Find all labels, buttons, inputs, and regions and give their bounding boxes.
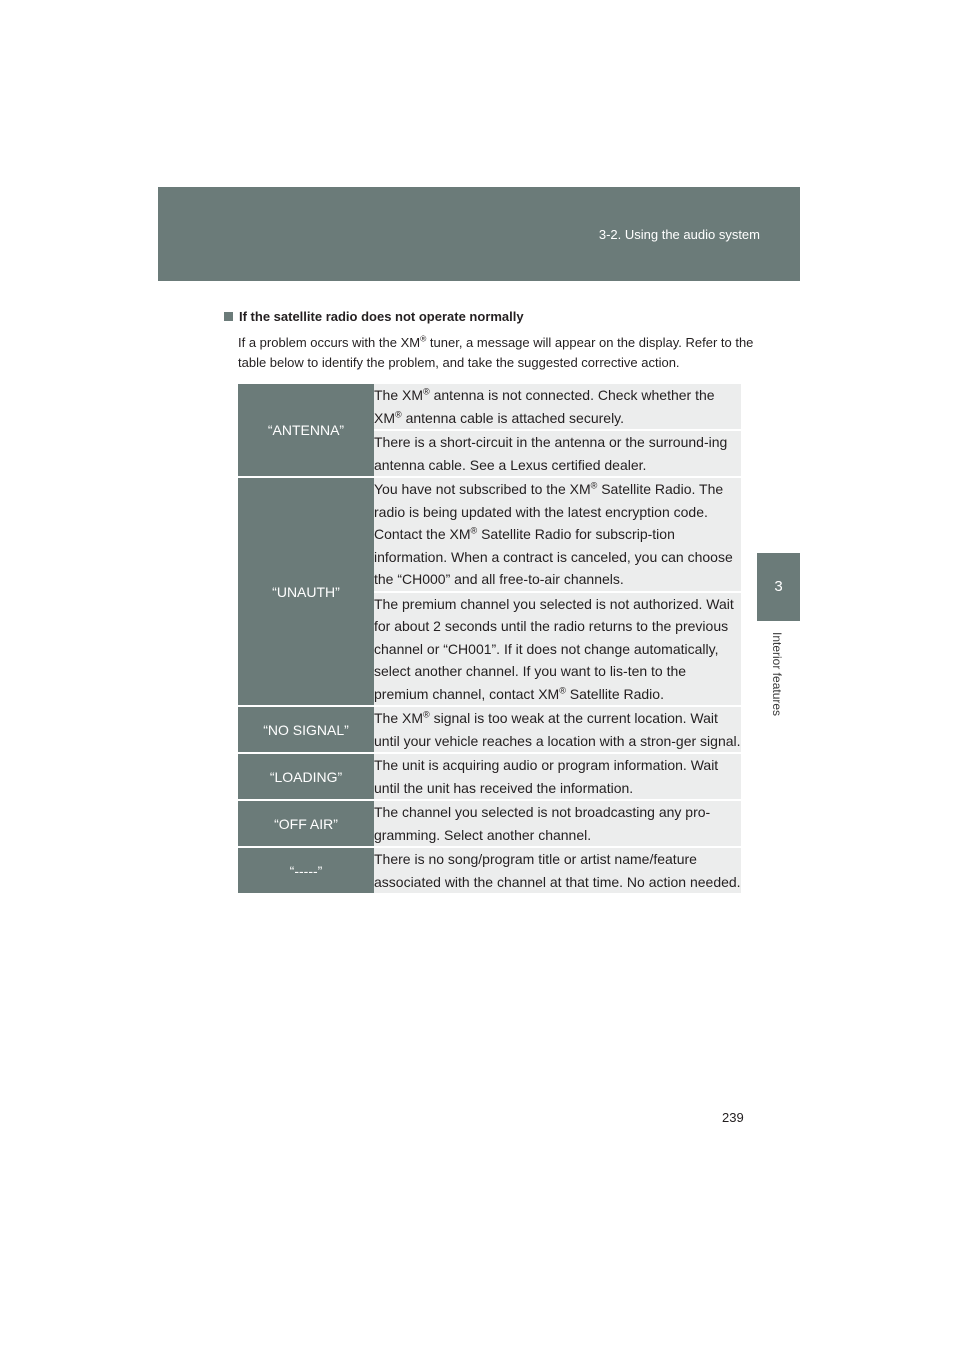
table-row (238, 753, 741, 800)
message-description: The premium channel you selected is not authorized. Wait for about 2 seconds until the radio returns to the previous channel or “CH001”. If it does not change automatically, select another channel. If you want to lis-ten to the premium channel, contact XM® Satellite Radio. (374, 592, 741, 707)
message-table (238, 384, 741, 895)
message-description: The XM® antenna is not connected. Check whether the XM® antenna cable is attached securely. (374, 384, 741, 430)
table-row (238, 384, 741, 430)
header-band (158, 187, 800, 281)
message-description: The channel you selected is not broadcasting any pro-gramming. Select another channel. (374, 800, 741, 847)
intro-part1: If a problem occurs with the XM (238, 335, 421, 350)
message-description: There is a short-circuit in the antenna or the surround-ing antenna cable. See a Lexus certified dealer. (374, 430, 741, 477)
message-description: There is no song/program title or artist name/feature associated with the channel at that time. No action needed. (374, 847, 741, 894)
square-bullet-icon (224, 312, 233, 321)
message-code: “-----” (238, 847, 374, 894)
chapter-label: Interior features (770, 632, 784, 717)
registered-mark: ® (420, 333, 427, 344)
message-code: “NO SIGNAL” (238, 706, 374, 753)
message-description: You have not subscribed to the XM® Satellite Radio. The radio is being updated with the latest encryption code. Contact the XM® Satellite Radio for subscrip-tion information. When a contract is canceled, you can choose the “CH000” and all free-to-air channels. (374, 477, 741, 592)
chapter-tab: 3 (757, 553, 800, 621)
chapter-label-wrap (770, 632, 792, 742)
table-row (238, 706, 741, 753)
table-row (238, 800, 741, 847)
page-number: 239 (722, 1110, 744, 1125)
intro-part2: tuner, a message will appear on the display. Refer to the table below to identify the problem, and take the suggested corrective action. (238, 335, 754, 370)
message-description: The XM® signal is too weak at the current location. Wait until your vehicle reaches a location with a stron-ger signal. (374, 706, 741, 753)
message-code: “OFF AIR” (238, 800, 374, 847)
heading-text: If the satellite radio does not operate normally (239, 309, 524, 324)
message-code: “ANTENNA” (238, 384, 374, 477)
message-code: “LOADING” (238, 753, 374, 800)
table-row (238, 477, 741, 592)
section-title: 3-2. Using the audio system (598, 227, 760, 242)
message-code: “UNAUTH” (238, 477, 374, 706)
message-description: The unit is acquiring audio or program information. Wait until the unit has received the information. (374, 753, 741, 800)
section-heading (224, 309, 524, 324)
table-row (238, 847, 741, 894)
intro-paragraph (238, 333, 758, 373)
